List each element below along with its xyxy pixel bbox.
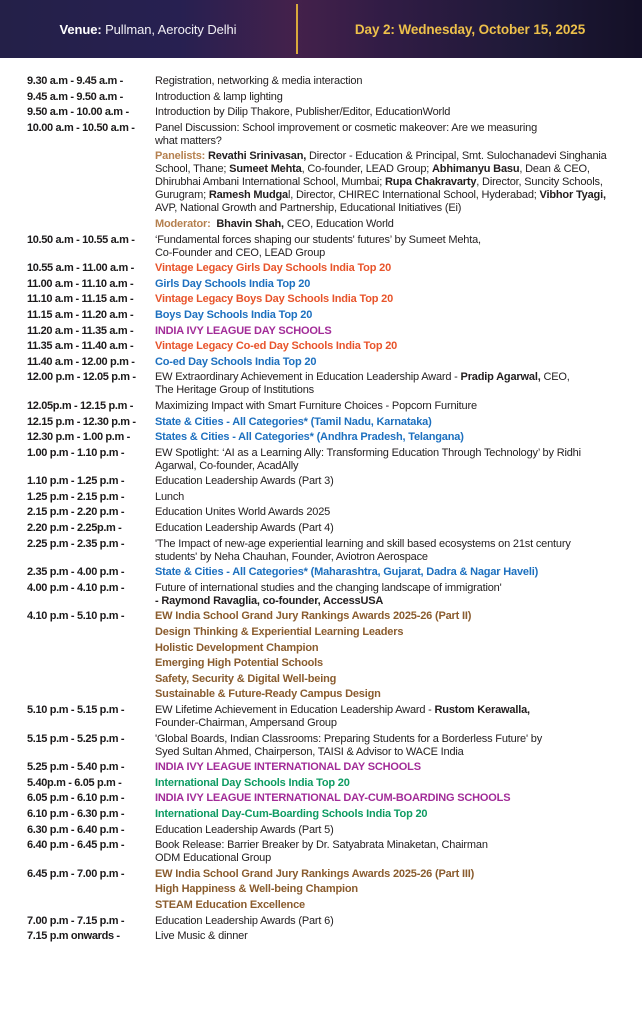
content-cell — [155, 626, 624, 639]
time-cell: 6.05 p.m - 6.10 p.m - — [27, 792, 125, 805]
time-cell: 7.00 p.m - 7.15 p.m - — [27, 914, 125, 927]
content-line: Agarwal, Co-founder, AcadAlly — [155, 459, 299, 472]
content-cell — [155, 930, 624, 943]
content-line: Introduction & lamp lighting — [155, 90, 283, 103]
schedule-row — [27, 522, 624, 535]
time-cell: 2.25 p.m - 2.35 p.m - — [27, 537, 125, 550]
time-cell — [27, 626, 155, 639]
day-section — [298, 22, 642, 37]
content-line: INDIA IVY LEAGUE DAY SCHOOLS — [155, 324, 332, 337]
time-cell — [27, 883, 155, 896]
content-cell — [155, 75, 624, 88]
time-cell — [27, 899, 155, 912]
schedule-row — [27, 447, 624, 473]
content-line: Registration, networking & media interaction — [155, 75, 363, 87]
time-cell: 6.10 p.m - 6.30 p.m - — [27, 807, 125, 820]
content-line: Syed Sultan Ahmed, Chairperson, TAISI & Advisor to WACE India — [155, 745, 464, 758]
content-line: Safety, Security & Digital Well-being — [155, 672, 337, 685]
schedule-row — [27, 262, 624, 275]
content-line: what matters? — [155, 134, 222, 147]
content-cell — [155, 839, 624, 865]
content-line: EW Lifetime Achievement in Education Leadership Award - Rustom Kerawalla, — [155, 704, 530, 716]
content-cell — [155, 610, 624, 623]
day-title: Day 2: Wednesday, October 15, 2025 — [354, 21, 586, 37]
time-cell: 1.10 p.m - 1.25 p.m - — [27, 475, 125, 488]
content-line: EW India School Grand Jury Rankings Awards 2025-26 (Part II) — [155, 610, 472, 623]
content-cell — [155, 704, 624, 730]
time-cell: 5.15 p.m - 5.25 p.m - — [27, 732, 125, 745]
time-cell: 2.15 p.m - 2.20 p.m - — [27, 506, 125, 519]
content-cell — [155, 792, 624, 805]
content-cell — [155, 899, 624, 912]
content-line: Education Unites World Awards 2025 — [155, 506, 331, 519]
schedule-row — [27, 688, 624, 701]
content-line: ‘Fundamental forces shaping our students' futures’ by Sumeet Mehta, — [155, 233, 481, 246]
content-cell — [155, 416, 624, 429]
content-cell — [155, 883, 624, 896]
content-line: School, Thane; Sumeet Mehta, Co-founder, LEAD Group; Abhimanyu Basu, Dean & CEO, — [155, 163, 590, 176]
schedule-row — [27, 883, 624, 896]
schedule-row — [27, 582, 624, 608]
content-cell — [155, 278, 624, 291]
content-cell — [155, 642, 624, 655]
content-line: Education Leadership Awards (Part 3) — [155, 475, 334, 488]
venue-label: Venue: — [59, 21, 102, 37]
venue-value: Pullman, Aerocity Delhi — [101, 21, 237, 37]
content-line: EW Spotlight: ‘AI as a Learning Ally: Transforming Education Through Technology’ by Ridhi — [155, 446, 581, 459]
content-cell — [155, 400, 624, 413]
time-cell: 9.30 a.m - 9.45 a.m - — [27, 75, 123, 87]
venue-text — [60, 22, 237, 37]
content-cell — [155, 475, 624, 488]
schedule-row — [27, 106, 624, 119]
time-cell: 11.15 a.m - 11.20 a.m - — [27, 308, 134, 321]
content-line: Sustainable & Future-Ready Campus Design — [155, 688, 381, 701]
schedule-row — [27, 356, 624, 369]
time-cell: 10.50 a.m - 10.55 a.m - — [27, 233, 135, 246]
content-line: States & Cities - All Categories* (Andhra Pradesh, Telangana) — [155, 431, 464, 444]
schedule-row — [27, 506, 624, 519]
content-line: EW India School Grand Jury Rankings Awards 2025-26 (Part III) — [155, 867, 475, 880]
time-cell — [27, 218, 155, 231]
time-cell: 11.40 a.m - 12.00 p.m - — [27, 355, 135, 368]
schedule-row — [27, 899, 624, 912]
content-cell — [155, 218, 624, 231]
schedule-row — [27, 626, 624, 639]
content-line: Panelists: Revathi Srinivasan, Director - Education & Principal, Smt. Sulochanadevi Singhania — [155, 150, 607, 163]
schedule-row — [27, 657, 624, 670]
schedule-row — [27, 340, 624, 353]
content-cell — [155, 777, 624, 790]
content-cell — [155, 447, 624, 473]
content-line: Boys Day Schools India Top 20 — [155, 308, 313, 321]
content-line: State & Cities - All Categories* (Tamil Nadu, Karnataka) — [155, 415, 432, 428]
time-cell: 9.45 a.m - 9.50 a.m - — [27, 90, 123, 103]
content-cell — [155, 356, 624, 369]
content-line: Co-ed Day Schools India Top 20 — [155, 355, 317, 368]
content-cell — [155, 657, 624, 670]
schedule-list — [0, 58, 642, 943]
content-line: Emerging High Potential Schools — [155, 657, 323, 670]
content-line: The Heritage Group of Institutions — [155, 384, 314, 397]
content-cell — [155, 688, 624, 701]
schedule-row — [27, 761, 624, 774]
schedule-row — [27, 309, 624, 322]
content-line: Girls Day Schools India Top 20 — [155, 277, 311, 290]
schedule-row — [27, 808, 624, 821]
schedule-row — [27, 293, 624, 306]
content-cell — [155, 824, 624, 837]
content-line: State & Cities - All Categories* (Maharashtra, Gujarat, Dadra & Nagar Haveli) — [155, 566, 539, 579]
schedule-row — [27, 325, 624, 338]
content-cell — [155, 309, 624, 322]
time-cell: 1.25 p.m - 2.15 p.m - — [27, 490, 125, 503]
time-cell: 5.25 p.m - 5.40 p.m - — [27, 761, 125, 774]
schedule-row — [27, 400, 624, 413]
content-line: Introduction by Dilip Thakore, Publisher/Editor, EducationWorld — [155, 106, 451, 119]
time-cell — [27, 688, 155, 701]
content-line: INDIA IVY LEAGUE INTERNATIONAL DAY SCHOOLS — [155, 761, 421, 774]
time-cell: 11.20 a.m - 11.35 a.m - — [27, 324, 134, 337]
time-cell: 4.10 p.m - 5.10 p.m - — [27, 610, 125, 623]
content-cell — [155, 491, 624, 504]
content-line: Gurugram; Ramesh Mudgal, Director, CHIREC International School, Hyderabad; Vibhor Tyagi, — [155, 189, 606, 202]
schedule-row — [27, 673, 624, 686]
content-line: Holistic Development Champion — [155, 641, 319, 654]
content-line: Book Release: Barrier Breaker by Dr. Satyabrata Minaketan, Chairman — [155, 839, 488, 852]
schedule-row — [27, 642, 624, 655]
schedule-row — [27, 431, 624, 444]
content-cell — [155, 325, 624, 338]
time-cell: 11.35 a.m - 11.40 a.m - — [27, 340, 134, 353]
schedule-row — [27, 218, 624, 231]
schedule-row — [27, 704, 624, 730]
content-cell — [155, 91, 624, 104]
content-cell — [155, 538, 624, 564]
schedule-row — [27, 915, 624, 928]
content-cell — [155, 673, 624, 686]
content-line: ODM Educational Group — [155, 852, 272, 865]
schedule-row — [27, 824, 624, 837]
content-line: Live Music & dinner — [155, 930, 248, 943]
header-bar — [0, 0, 642, 58]
time-cell: 11.00 a.m - 11.10 a.m - — [27, 277, 134, 290]
schedule-row — [27, 91, 624, 104]
content-cell — [155, 234, 624, 260]
schedule-row — [27, 234, 624, 260]
content-line: Founder-Chairman, Ampersand Group — [155, 717, 337, 729]
content-cell — [155, 582, 624, 608]
schedule-row — [27, 610, 624, 623]
content-line: Maximizing Impact with Smart Furniture Choices - Popcorn Furniture — [155, 399, 477, 412]
time-cell: 12.05p.m - 12.15 p.m - — [27, 399, 134, 412]
time-cell — [27, 150, 155, 215]
content-cell — [155, 122, 624, 148]
content-line: students' by Neha Chauhan, Founder, Aviotron Aerospace — [155, 550, 428, 563]
time-cell: 10.55 a.m - 11.00 a.m - — [27, 262, 134, 275]
time-cell: 10.00 a.m - 10.50 a.m - — [27, 121, 135, 134]
time-cell: 2.35 p.m - 4.00 p.m - — [27, 566, 125, 579]
content-cell — [155, 506, 624, 519]
content-line: 'The Impact of new-age experiential learning and skill based ecosystems on 21st century — [155, 537, 571, 550]
time-cell — [27, 642, 155, 655]
content-cell — [155, 371, 624, 397]
content-cell — [155, 431, 624, 444]
time-cell: 6.30 p.m - 6.40 p.m - — [27, 823, 125, 836]
content-line: 'Global Boards, Indian Classrooms: Preparing Students for a Borderless Future' by — [155, 732, 543, 745]
time-cell: 1.00 p.m - 1.10 p.m - — [27, 446, 125, 459]
content-line: AVP, National Growth and Partnership, Educational Initiatives (Ei) — [155, 202, 462, 215]
content-cell — [155, 150, 624, 215]
schedule-row — [27, 491, 624, 504]
schedule-row — [27, 777, 624, 790]
schedule-row — [27, 566, 624, 579]
content-line: Co-Founder and CEO, LEAD Group — [155, 246, 326, 259]
content-line: High Happiness & Well-being Champion — [155, 883, 358, 896]
content-line: - Raymond Ravaglia, co-founder, AccessUSA — [155, 594, 384, 607]
content-line: Future of international studies and the changing landscape of immigration' — [155, 581, 502, 594]
content-line: Education Leadership Awards (Part 5) — [155, 823, 334, 836]
content-line: Design Thinking & Experiential Learning Leaders — [155, 626, 404, 639]
content-cell — [155, 808, 624, 821]
content-line: Panel Discussion: School improvement or cosmetic makeover: Are we measuring — [155, 121, 538, 134]
time-cell: 6.45 p.m - 7.00 p.m - — [27, 867, 125, 880]
schedule-row — [27, 475, 624, 488]
content-cell — [155, 566, 624, 579]
content-line: Moderator: Bhavin Shah, CEO, Education World — [155, 217, 394, 230]
schedule-row — [27, 122, 624, 148]
time-cell: 12.15 p.m - 12.30 p.m - — [27, 415, 136, 428]
time-cell — [27, 657, 155, 670]
schedule-row — [27, 538, 624, 564]
schedule-row — [27, 792, 624, 805]
schedule-row — [27, 868, 624, 881]
content-cell — [155, 761, 624, 774]
content-cell — [155, 340, 624, 353]
content-line: Vintage Legacy Girls Day Schools India Top 20 — [155, 262, 392, 275]
content-line: Vintage Legacy Co-ed Day Schools India Top 20 — [155, 340, 398, 353]
schedule-row — [27, 416, 624, 429]
time-cell: 2.20 p.m - 2.25p.m - — [27, 522, 122, 535]
content-line: International Day-Cum-Boarding Schools India Top 20 — [155, 807, 428, 820]
schedule-row — [27, 733, 624, 759]
schedule-row — [27, 930, 624, 943]
content-line: Dhirubhai Ambani International School, Mumbai; Rupa Chakravarty, Director, Suncity Schools, — [155, 176, 603, 189]
content-cell — [155, 522, 624, 535]
schedule-row — [27, 278, 624, 291]
content-line: INDIA IVY LEAGUE INTERNATIONAL DAY-CUM-BOARDING SCHOOLS — [155, 792, 511, 805]
content-line: STEAM Education Excellence — [155, 898, 305, 911]
time-cell: 5.10 p.m - 5.15 p.m - — [27, 704, 125, 716]
venue-section — [0, 22, 296, 37]
content-line: International Day Schools India Top 20 — [155, 776, 350, 789]
content-cell — [155, 868, 624, 881]
content-cell — [155, 106, 624, 119]
time-cell: 11.10 a.m - 11.15 a.m - — [27, 293, 134, 306]
content-line: Education Leadership Awards (Part 6) — [155, 914, 334, 927]
content-cell — [155, 915, 624, 928]
content-line: EW Extraordinary Achievement in Education Leadership Award - Pradip Agarwal, CEO, — [155, 371, 570, 384]
time-cell: 9.50 a.m - 10.00 a.m - — [27, 106, 129, 119]
schedule-row — [27, 839, 624, 865]
content-line: Education Leadership Awards (Part 4) — [155, 522, 334, 535]
time-cell: 7.15 p.m onwards - — [27, 930, 120, 943]
time-cell: 6.40 p.m - 6.45 p.m - — [27, 839, 125, 852]
time-cell: 12.30 p.m - 1.00 p.m - — [27, 431, 130, 444]
content-cell — [155, 733, 624, 759]
time-cell: 4.00 p.m - 4.10 p.m - — [27, 581, 125, 594]
schedule-row — [27, 150, 624, 215]
content-line: Vintage Legacy Boys Day Schools India Top 20 — [155, 293, 394, 306]
content-cell — [155, 293, 624, 306]
time-cell — [27, 673, 155, 686]
schedule-row — [27, 371, 624, 397]
time-cell: 5.40p.m - 6.05 p.m - — [27, 776, 122, 789]
time-cell: 12.00 p.m - 12.05 p.m - — [27, 371, 136, 384]
content-line: Lunch — [155, 490, 185, 503]
schedule-row — [27, 75, 624, 88]
content-cell — [155, 262, 624, 275]
